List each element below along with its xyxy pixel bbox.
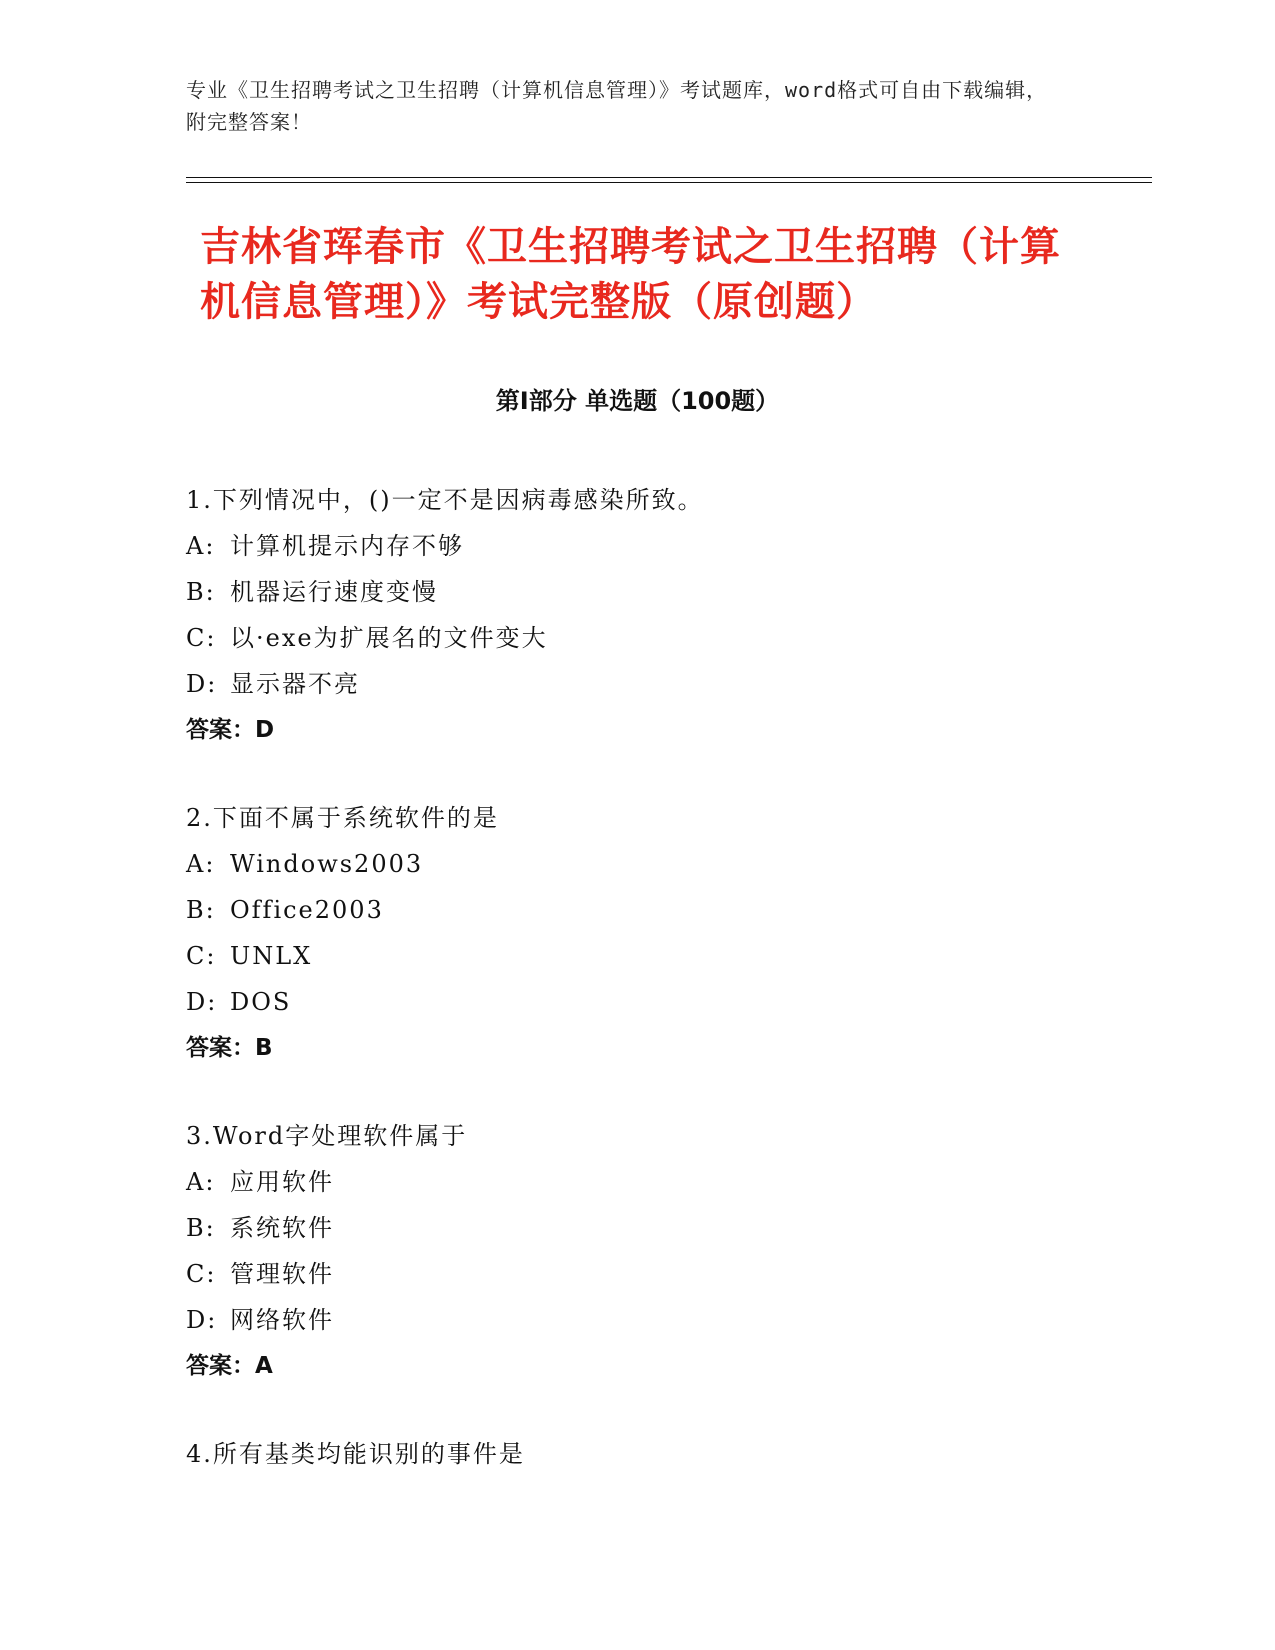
question-list <box>186 477 1106 1519</box>
answer-value: B <box>255 1035 273 1061</box>
option-letter: A: <box>186 1168 216 1196</box>
option-letter: B: <box>186 1214 216 1242</box>
question-stem <box>186 1431 1106 1477</box>
option-text: 系统软件 <box>230 1214 334 1242</box>
question-number: 1. <box>186 486 213 514</box>
section-heading: 第Ⅰ部分 单选题（100题） <box>495 387 780 415</box>
question-2 <box>186 795 1106 1071</box>
question-stem <box>186 1113 1106 1159</box>
header-note: 专业《卫生招聘考试之卫生招聘（计算机信息管理）》考试题库，word格式可自由下载编辑，附完整答案！ <box>186 78 1048 134</box>
question-number: 3. <box>186 1122 213 1150</box>
option-letter: B: <box>186 896 216 924</box>
option-letter: C: <box>186 624 217 652</box>
answer-label: 答案： <box>186 717 255 743</box>
option-text: 显示器不亮 <box>230 670 360 698</box>
option-c <box>186 1251 1106 1297</box>
question-text: 所有基类均能识别的事件是 <box>212 1440 525 1468</box>
option-text: UNLX <box>230 942 313 970</box>
option-text: Office2003 <box>230 896 384 924</box>
option-text: 机器运行速度变慢 <box>230 578 438 606</box>
question-text: 下列情况中，()一定不是因病毒感染所致。 <box>212 486 704 514</box>
option-text: 网络软件 <box>230 1306 334 1334</box>
answer-value: D <box>255 717 275 743</box>
option-a <box>186 1159 1106 1205</box>
option-letter: C: <box>186 942 217 970</box>
answer-line <box>186 1343 1106 1389</box>
option-d <box>186 1297 1106 1343</box>
option-text: 以·exe为扩展名的文件变大 <box>230 624 548 652</box>
option-a <box>186 523 1106 569</box>
option-letter: A: <box>186 532 216 560</box>
option-c <box>186 615 1106 661</box>
option-b <box>186 1205 1106 1251</box>
option-b <box>186 569 1106 615</box>
option-letter: D: <box>186 1306 218 1334</box>
option-letter: D: <box>186 988 218 1016</box>
option-b <box>186 887 1106 933</box>
document-title: 吉林省珲春市《卫生招聘考试之卫生招聘（计算机信息管理）》考试完整版（原创题） <box>200 224 1061 325</box>
option-letter: B: <box>186 578 216 606</box>
option-text: DOS <box>230 988 292 1016</box>
answer-label: 答案： <box>186 1353 255 1379</box>
option-text: Windows2003 <box>230 850 424 878</box>
question-stem <box>186 795 1106 841</box>
question-4 <box>186 1431 1106 1477</box>
question-1 <box>186 477 1106 753</box>
header-rule-bottom <box>186 182 1152 183</box>
answer-line <box>186 707 1106 753</box>
option-a <box>186 841 1106 887</box>
option-d <box>186 661 1106 707</box>
option-c <box>186 933 1106 979</box>
question-3 <box>186 1113 1106 1389</box>
question-number: 2. <box>186 804 213 832</box>
answer-line <box>186 1025 1106 1071</box>
option-text: 管理软件 <box>230 1260 334 1288</box>
question-number: 4. <box>186 1440 213 1468</box>
option-letter: D: <box>186 670 218 698</box>
question-stem <box>186 477 1106 523</box>
option-text: 计算机提示内存不够 <box>230 532 464 560</box>
option-d <box>186 979 1106 1025</box>
question-text: 下面不属于系统软件的是 <box>212 804 499 832</box>
option-letter: C: <box>186 1260 217 1288</box>
header-rule-top <box>186 177 1152 178</box>
option-letter: A: <box>186 850 216 878</box>
question-text: Word字处理软件属于 <box>212 1122 468 1150</box>
answer-label: 答案： <box>186 1035 255 1061</box>
answer-value: A <box>255 1353 273 1379</box>
option-text: 应用软件 <box>230 1168 334 1196</box>
